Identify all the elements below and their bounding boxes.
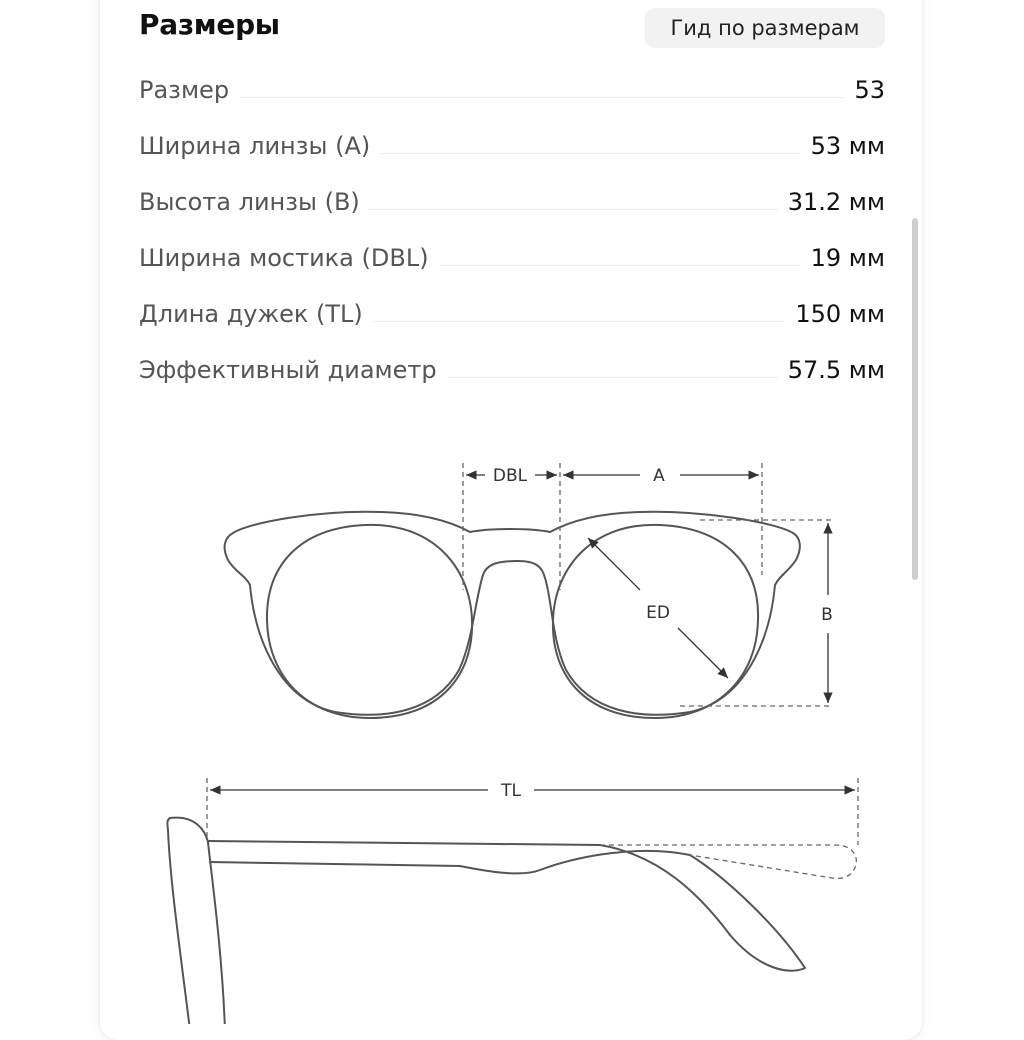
front-dimension-guides (463, 463, 833, 706)
dbl-label: DBL (492, 466, 528, 486)
spec-label: Высота линзы (B) (139, 188, 360, 216)
spec-label: Размер (139, 76, 230, 104)
b-label: B (821, 605, 833, 625)
spec-value: 19 мм (810, 244, 885, 272)
spec-value: 31.2 мм (787, 188, 885, 216)
spec-value: 150 мм (795, 300, 885, 328)
left-lens (267, 525, 472, 718)
tl-label: TL (501, 781, 521, 801)
spec-label: Ширина мостика (DBL) (139, 244, 429, 272)
spec-label: Длина дужек (TL) (139, 300, 363, 328)
spec-value: 53 (854, 76, 885, 104)
spec-value: 57.5 мм (787, 356, 885, 384)
spec-value: 53 мм (810, 132, 885, 160)
spec-label: Ширина линзы (A) (139, 132, 371, 160)
ed-label: ED (646, 603, 670, 623)
size-guide-button[interactable]: Гид по размерам (645, 8, 885, 48)
a-label: A (653, 466, 665, 486)
section-title: Размеры (139, 8, 280, 41)
spec-label: Эффективный диаметр (139, 356, 437, 384)
side-view (167, 818, 805, 1024)
temple-arm (208, 841, 805, 971)
frame-front-edge (167, 818, 225, 1024)
front-frame-outline (225, 512, 800, 715)
front-view (225, 512, 800, 718)
